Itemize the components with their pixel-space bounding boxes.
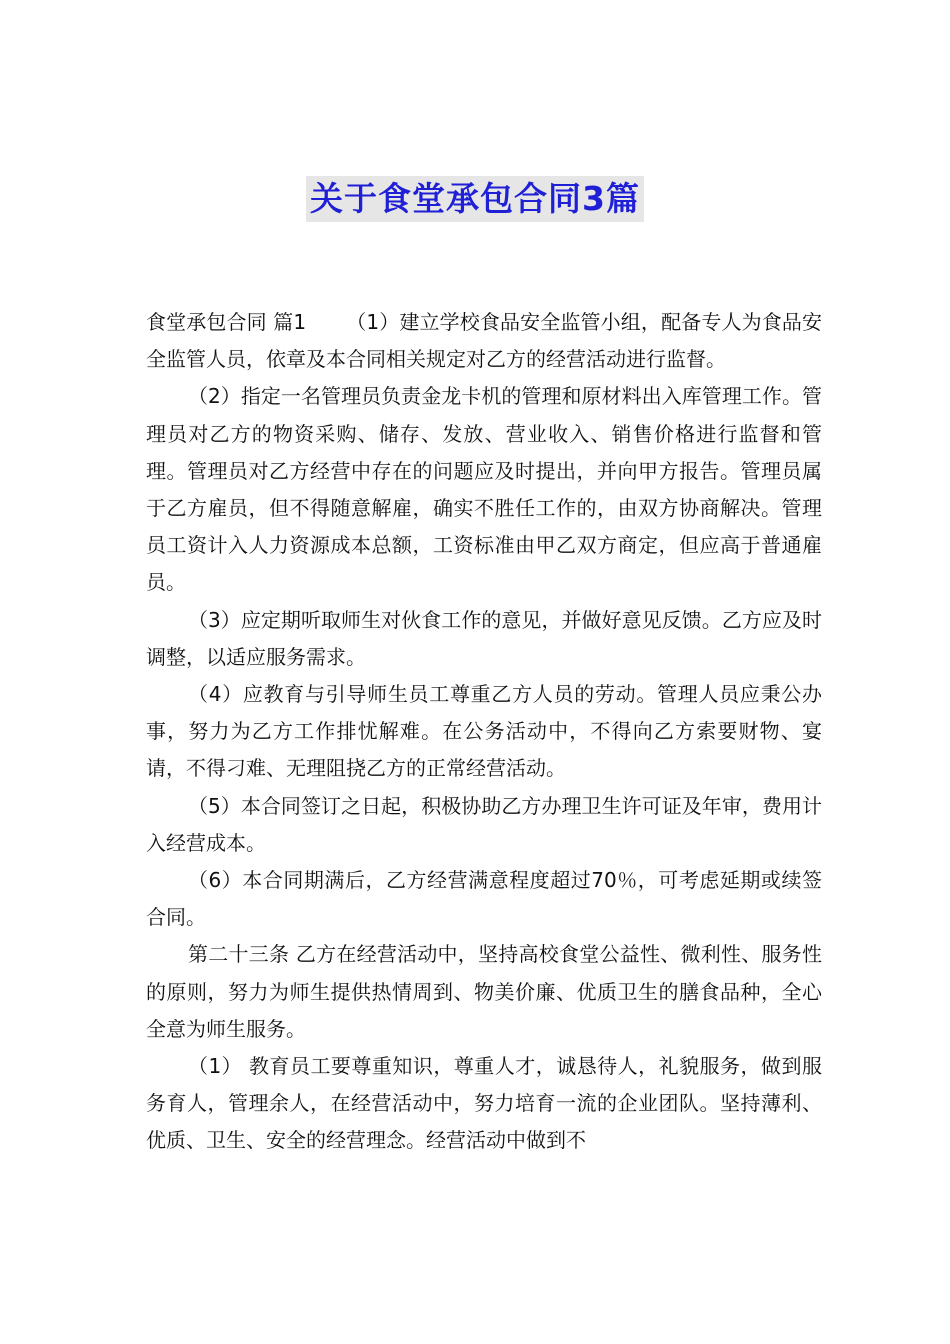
section-heading: 食堂承包合同 篇1 [146, 310, 307, 334]
paragraph-1 [146, 304, 822, 378]
document-title: 关于食堂承包合同3篇 [306, 176, 644, 222]
paragraph-7: 第二十三条 乙方在经营活动中，坚持高校食堂公益性、微利性、服务性的原则，努力为师生提供热情周到、物美价廉、优质卫生的膳食品种，全心全意为师生服务。 [146, 942, 822, 1041]
paragraph-6: （6）本合同期满后，乙方经营满意程度超过70％，可考虑延期或续签合同。 [146, 868, 822, 930]
paragraph-5: （5）本合同签订之日起，积极协助乙方办理卫生许可证及年审，费用计入经营成本。 [146, 793, 822, 855]
paragraph-2: （2）指定一名管理员负责金龙卡机的管理和原材料出入库管理工作。管理员对乙方的物资采购、储存、发放、营业收入、销售价格进行监督和管理。管理员对乙方经营中存在的问题应及时提出，并向甲方报告。管理员属于乙方雇员，但不得随意解雇，确实不胜任工作的，由双方协商解决。管理员工资计入人力资源成本总额，工资标准由甲乙双方商定，但应高于普通雇员。 [146, 384, 822, 595]
document-body [146, 304, 822, 1160]
paragraph-1-text: （1）建立学校食品安全监管小组，配备专人为食品安全监管人员，依章及本合同相关规定对乙方的经营活动进行监督。 [146, 310, 822, 372]
paragraph-8: （1） 教育员工要尊重知识，尊重人才，诚恳待人，礼貌服务，做到服务育人，管理余人，在经营活动中，努力培育一流的企业团队。坚持薄利、优质、卫生、安全的经营理念。经营活动中做到不 [146, 1054, 822, 1153]
paragraph-4: （4）应教育与引导师生员工尊重乙方人员的劳动。管理人员应秉公办事，努力为乙方工作排忧解难。在公务活动中，不得向乙方索要财物、宴请，不得刁难、无理阻挠乙方的正常经营活动。 [146, 682, 822, 781]
title-wrap [0, 176, 950, 222]
paragraph-3: （3）应定期听取师生对伙食工作的意见，并做好意见反馈。乙方应及时调整，以适应服务需求。 [146, 607, 822, 669]
